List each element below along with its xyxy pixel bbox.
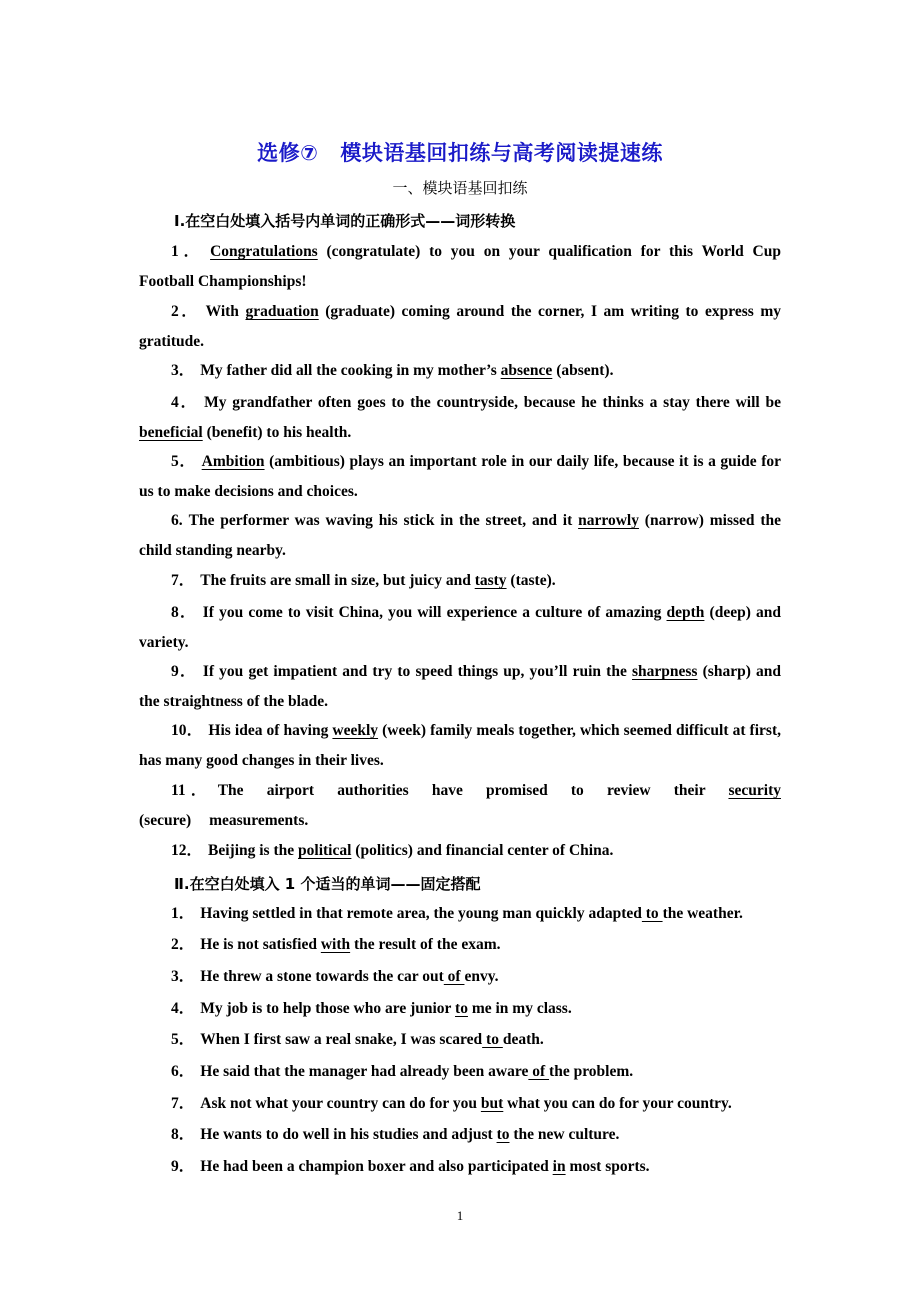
answer-word: of — [528, 1063, 550, 1080]
item-text: (deep) and variety. — [139, 604, 781, 651]
answer-word: to — [496, 1126, 510, 1143]
answer-word: but — [480, 1095, 504, 1112]
answer-word: political — [298, 842, 352, 859]
answer-word: to — [641, 905, 663, 922]
answer-word: depth — [666, 604, 705, 621]
part2-item — [139, 930, 781, 960]
item-number: 3． — [171, 362, 195, 379]
item-text: (ambitious) plays an important role in our daily life, because it is a guide for us to make decisions and choices. — [139, 453, 781, 500]
answer-word: in — [552, 1158, 566, 1175]
item-text: (secure) measurements. — [139, 812, 309, 829]
item-text: death. — [502, 1031, 544, 1048]
item-number: 6. — [171, 512, 183, 529]
part1-item — [139, 776, 781, 836]
item-number: 9． — [171, 663, 197, 680]
item-text: the new culture. — [509, 1126, 620, 1143]
answer-word: beneficial — [139, 424, 203, 441]
part1-item — [139, 356, 781, 386]
answer-word: sharpness — [632, 663, 698, 680]
part2-item — [139, 1057, 781, 1087]
item-text: Beijing is the — [208, 842, 299, 859]
answer-word: with — [320, 936, 351, 953]
item-number: 1． — [171, 905, 195, 922]
item-text: His idea of having — [208, 722, 333, 739]
item-text: If you get impatient and try to speed things up, you’ll ruin the — [202, 663, 632, 680]
item-text: He is not satisfied — [200, 936, 321, 953]
item-number: 4． — [171, 394, 199, 411]
item-text: envy. — [464, 968, 499, 985]
part1-item — [139, 598, 781, 658]
item-number: 6． — [171, 1063, 195, 1080]
item-number: 8． — [171, 1126, 195, 1143]
item-text: (benefit) to his health. — [202, 424, 352, 441]
answer-word: tasty — [474, 572, 507, 589]
item-number: 2． — [171, 303, 200, 320]
answer-word: security — [728, 782, 781, 799]
item-text: Having settled in that remote area, the young man quickly adapted — [200, 905, 642, 922]
item-text: what you can do for your country. — [503, 1095, 732, 1112]
item-text: (taste). — [506, 572, 556, 589]
item-number: 10． — [171, 722, 203, 739]
item-text: (absent). — [552, 362, 614, 379]
item-number: 3． — [171, 968, 195, 985]
item-text: the weather. — [662, 905, 743, 922]
item-number: 7． — [171, 572, 195, 589]
title-text: 模块语基回扣练与高考阅读提速练 — [340, 141, 663, 165]
item-text: When I first saw a real snake, I was scared — [200, 1031, 483, 1048]
part1-heading: Ⅰ.在空白处填入括号内单词的正确形式——词形转换 — [174, 212, 516, 230]
part2-item — [139, 1025, 781, 1055]
item-text: the problem. — [549, 1063, 634, 1080]
item-text: My grandfather often goes to the countryside, because he thinks a stay there will be — [204, 394, 781, 411]
item-text: He said that the manager had already been aware — [200, 1063, 529, 1080]
page-number: 1 — [456, 1208, 464, 1223]
part1-item — [139, 657, 781, 717]
item-text: Ask not what your country can do for you — [200, 1095, 481, 1112]
document-title — [0, 137, 920, 167]
answer-word: to — [455, 1000, 468, 1017]
item-text: My father did all the cooking in my mother’s — [200, 362, 501, 379]
part1-item — [139, 836, 781, 866]
item-text: My job is to help those who are junior — [200, 1000, 456, 1017]
item-number: 9． — [171, 1158, 195, 1175]
item-text: (congratulate) to you on your qualification for this World Cup Football Championships! — [139, 243, 781, 290]
section-heading: 一、模块语基回扣练 — [392, 179, 528, 197]
item-number: 2． — [171, 936, 195, 953]
item-text: (narrow) missed the child standing nearby. — [139, 512, 782, 559]
part1-item — [139, 297, 781, 357]
item-text: He had been a champion boxer and also participated — [200, 1158, 553, 1175]
part2-item — [139, 994, 781, 1024]
item-number: 5． — [171, 453, 196, 470]
item-number: 11． — [171, 782, 212, 799]
part2-item — [139, 962, 781, 992]
item-text: (week) family meals together, which seemed difficult at first, has many good changes in their lives. — [139, 722, 781, 769]
part2-heading: Ⅱ.在空白处填入 1 个适当的单词——固定搭配 — [174, 875, 481, 893]
part2-item — [139, 1120, 781, 1150]
answer-word: absence — [500, 362, 553, 379]
title-module: 选修⑦ — [257, 141, 319, 165]
item-text: the result of the exam. — [350, 936, 501, 953]
answer-word: graduation — [245, 303, 319, 320]
part1-item — [139, 388, 781, 448]
item-text: most sports. — [565, 1158, 650, 1175]
item-number: 7． — [171, 1095, 195, 1112]
item-text: (politics) and financial center of China. — [351, 842, 614, 859]
item-text: The fruits are small in size, but juicy and — [200, 572, 475, 589]
part1-item — [139, 506, 781, 566]
item-text: He wants to do well in his studies and adjust — [200, 1126, 497, 1143]
item-number: 8． — [171, 604, 197, 621]
part1-item — [139, 716, 781, 776]
part2-item — [139, 899, 781, 929]
answer-word: of — [443, 968, 465, 985]
part1-item — [139, 447, 781, 507]
part2-item — [139, 1089, 781, 1119]
item-text: (sharp) and the straightness of the blade. — [139, 663, 781, 710]
part1-item — [139, 566, 781, 596]
answer-word: Ambition — [201, 453, 265, 470]
answer-word: to — [482, 1031, 503, 1048]
item-number: 1． — [171, 243, 205, 260]
answer-word: narrowly — [578, 512, 639, 529]
item-text: If you come to visit China, you will experience a culture of amazing — [202, 604, 667, 621]
item-number: 4． — [171, 1000, 195, 1017]
answer-word: weekly — [332, 722, 379, 739]
item-text: He threw a stone towards the car out — [200, 968, 444, 985]
item-text: With — [205, 303, 246, 320]
part2-item — [139, 1152, 781, 1182]
item-text: me in my class. — [467, 1000, 572, 1017]
item-text: (graduate) coming around the corner, I am writing to express my gratitude. — [139, 303, 781, 350]
part1-item — [139, 237, 781, 297]
item-text: The performer was waving his stick in the street, and it — [188, 512, 579, 529]
answer-word: Congratulations — [210, 243, 318, 260]
item-number: 5． — [171, 1031, 195, 1048]
item-text: The airport authorities have promised to review their — [217, 782, 729, 799]
item-number: 12． — [171, 842, 203, 859]
